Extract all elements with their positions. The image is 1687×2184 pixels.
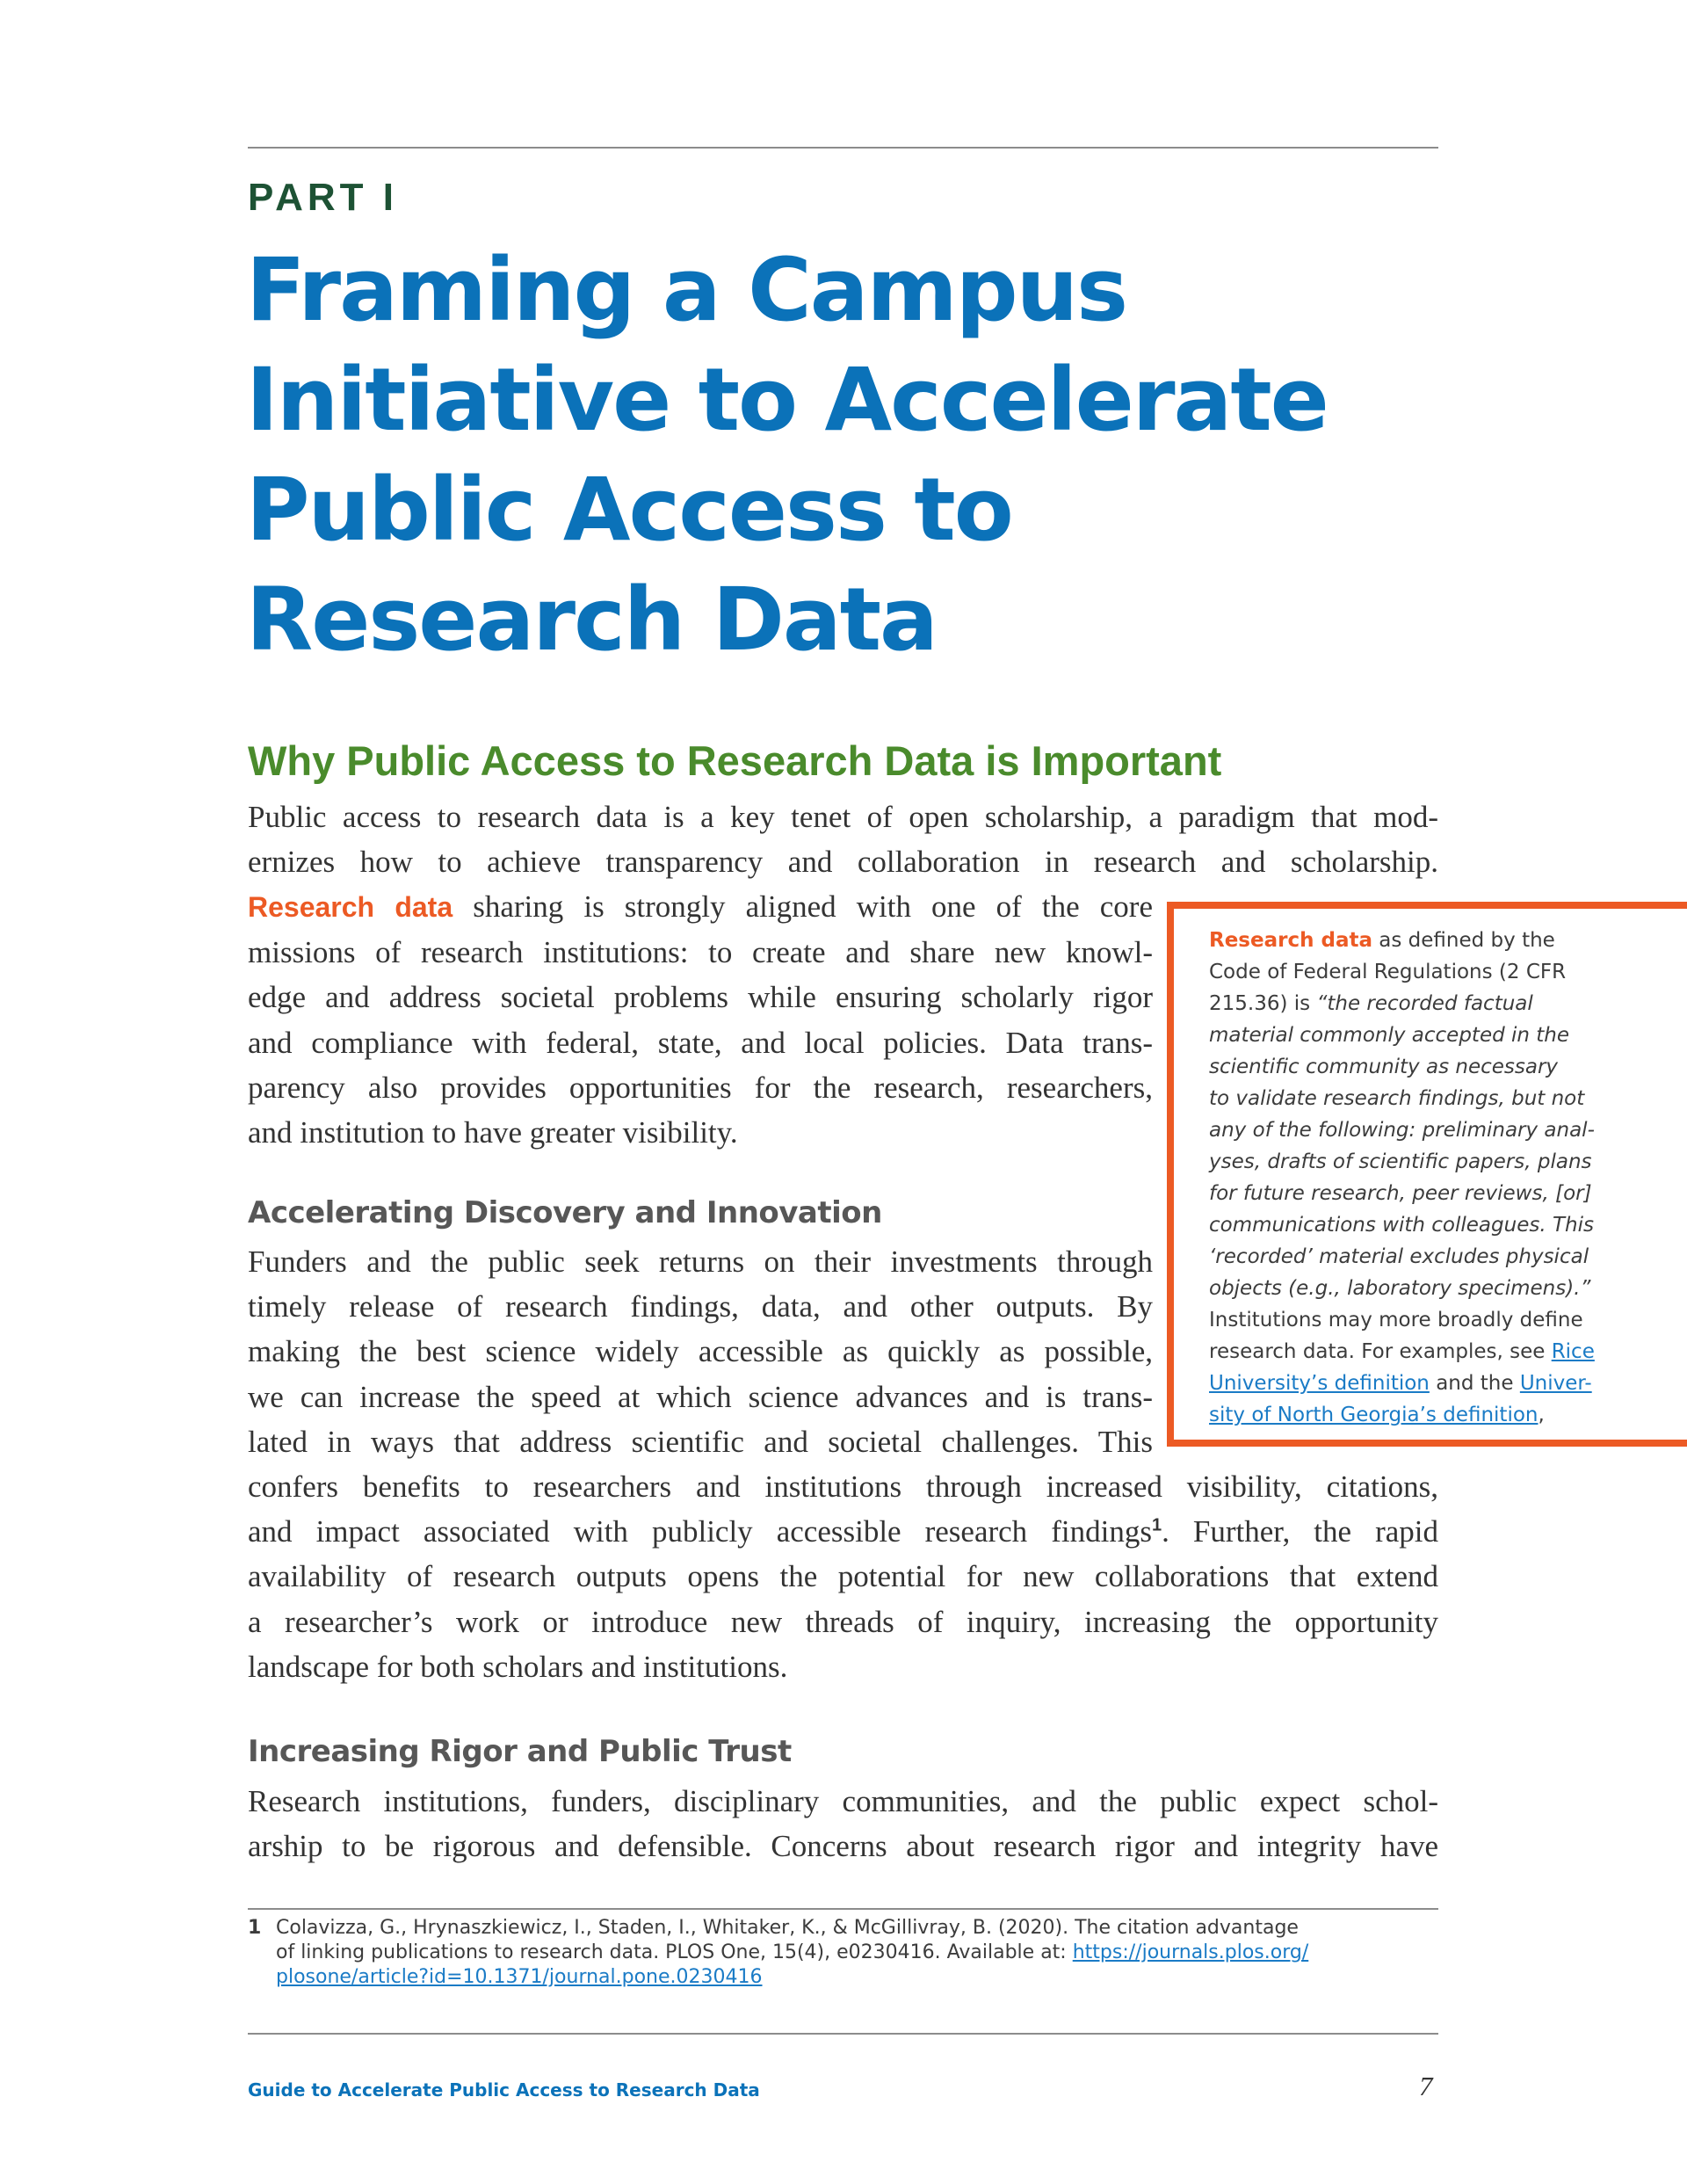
callout-line: Code of Federal Regulations (2 CFR <box>1209 961 1567 983</box>
footnote-line: Colavizza, G., Hrynaszkiewicz, I., Staden, I., Whitaker, K., & McGillivray, B. (2020). The citation advantage <box>276 1917 1299 1939</box>
rice-definition-link[interactable]: Rice <box>1551 1340 1595 1363</box>
callout-line: yses, drafts of scientific papers, plans <box>1209 1150 1592 1173</box>
footnote-line <box>276 1965 1308 1990</box>
text-fragment: and the <box>1429 1372 1520 1395</box>
section-discovery-paragraph-cont <box>248 1464 1438 1689</box>
section-heading-why: Why Public Access to Research Data is Important <box>248 737 1222 784</box>
plos-article-link-cont[interactable]: plosone/article?id=10.1371/journal.pone.0230416 <box>276 1966 763 1988</box>
callout-line <box>1209 988 1669 1019</box>
footnote-line <box>276 1941 1308 1965</box>
part-label: PART I <box>248 176 398 219</box>
plos-article-link[interactable]: https://journals.plos.org/ <box>1072 1941 1309 1963</box>
text-line: availability of research outputs opens the potential for new collaborations that extend <box>248 1559 1438 1594</box>
text-line <box>248 1509 1438 1554</box>
text-line: arship to be rigorous and defensible. Concerns about research rigor and integrity have <box>248 1829 1438 1864</box>
footnote-text <box>276 1916 1308 1990</box>
text-line: a researcher’s work or introduce new threads of inquiry, increasing the opportunity <box>248 1604 1438 1639</box>
section-why-paragraph-cont <box>248 884 1153 1155</box>
callout-term: Research data <box>1209 929 1372 952</box>
text-fragment: of linking publications to research data. PLOS One, 15(4), e0230416. Available at: <box>276 1941 1073 1963</box>
callout-line: to validate research findings, but not <box>1209 1087 1585 1110</box>
callout-line <box>1209 1399 1669 1431</box>
running-title: Guide to Accelerate Public Access to Research Data <box>248 2079 760 2101</box>
page-number: 7 <box>1419 2071 1433 2101</box>
section-discovery-paragraph <box>248 1239 1153 1464</box>
text-fragment: . Further, the rapid <box>1162 1514 1438 1549</box>
text-fragment: , <box>1538 1404 1545 1426</box>
text-line: making the best science widely accessible as quickly as possible, <box>248 1334 1153 1369</box>
text-fragment: sharing is strongly aligned with one of the core <box>453 889 1153 924</box>
section-why-paragraph <box>248 795 1438 884</box>
page-title <box>246 236 1441 675</box>
text-line: missions of research institutions: to create and share new knowl- <box>248 935 1153 970</box>
callout-line: communications with colleagues. This <box>1209 1214 1594 1237</box>
callout-line <box>1209 1336 1669 1368</box>
text-line: landscape for both scholars and institutions. <box>248 1649 788 1684</box>
text-line: and institution to have greater visibility. <box>248 1115 738 1150</box>
text-line: Research institutions, funders, disciplinary communities, and the public expect schol- <box>248 1784 1438 1818</box>
text-fragment: and impact associated with publicly accessible research findings <box>248 1514 1152 1549</box>
quote-fragment: “the recorded factual <box>1316 992 1533 1015</box>
text-fragment: research data. For examples, see <box>1209 1340 1552 1363</box>
title-line: Research Data <box>246 570 937 671</box>
text-line: Public access to research data is a key tenet of open scholarship, a paradigm that mod- <box>248 800 1438 834</box>
footnote-rule <box>248 1908 1438 1910</box>
text-line: Funders and the public seek returns on their investments through <box>248 1244 1153 1279</box>
text-line <box>248 884 1153 930</box>
text-fragment: 215.36) is <box>1209 992 1317 1015</box>
definition-callout <box>1167 902 1687 1447</box>
callout-line: material commonly accepted in the <box>1209 1024 1570 1047</box>
research-data-term: Research data <box>248 891 453 923</box>
text-line: we can increase the speed at which science advances and is trans- <box>248 1379 1153 1414</box>
section-heading-discovery: Accelerating Discovery and Innovation <box>248 1195 882 1230</box>
top-rule <box>248 147 1438 149</box>
callout-line: ‘recorded’ material excludes physical <box>1209 1245 1589 1268</box>
text-line: confers benefits to researchers and institutions through increased visibility, citations, <box>248 1469 1438 1504</box>
title-line: Framing a Campus <box>246 240 1126 341</box>
text-line: parency also provides opportunities for the research, researchers, <box>248 1070 1153 1105</box>
callout-line <box>1209 925 1669 956</box>
footer-rule <box>248 2033 1438 2035</box>
footnote-number: 1 <box>248 1917 262 1939</box>
callout-line: any of the following: preliminary anal- <box>1209 1119 1595 1142</box>
ung-definition-link[interactable]: Univer- <box>1519 1372 1592 1395</box>
callout-line: scientific community as necessary <box>1209 1056 1559 1078</box>
text-fragment: as defined by the <box>1372 929 1555 952</box>
text-line: edge and address societal problems while ensuring scholarly rigor <box>248 980 1153 1015</box>
text-line: and compliance with federal, state, and local policies. Data trans- <box>248 1025 1153 1060</box>
section-heading-rigor: Increasing Rigor and Public Trust <box>248 1734 792 1769</box>
text-line: lated in ways that address scientific and societal challenges. This <box>248 1424 1153 1459</box>
rice-definition-link-cont[interactable]: University’s definition <box>1209 1372 1430 1395</box>
text-line: ernizes how to achieve transparency and collaboration in research and scholarship. <box>248 845 1438 880</box>
title-line: Initiative to Accelerate <box>246 350 1328 451</box>
title-line: Public Access to <box>246 460 1012 561</box>
callout-line: for future research, peer reviews, [or] <box>1209 1182 1592 1205</box>
text-line: timely release of research findings, data, and other outputs. By <box>248 1289 1153 1324</box>
section-rigor-paragraph <box>248 1779 1438 1868</box>
callout-line <box>1209 1368 1669 1399</box>
footnote-ref[interactable]: 1 <box>1151 1515 1162 1535</box>
callout-line: Institutions may more broadly define <box>1209 1309 1583 1331</box>
ung-definition-link-cont[interactable]: sity of North Georgia’s definition <box>1209 1404 1539 1426</box>
callout-line: objects (e.g., laboratory specimens).” <box>1209 1277 1591 1300</box>
